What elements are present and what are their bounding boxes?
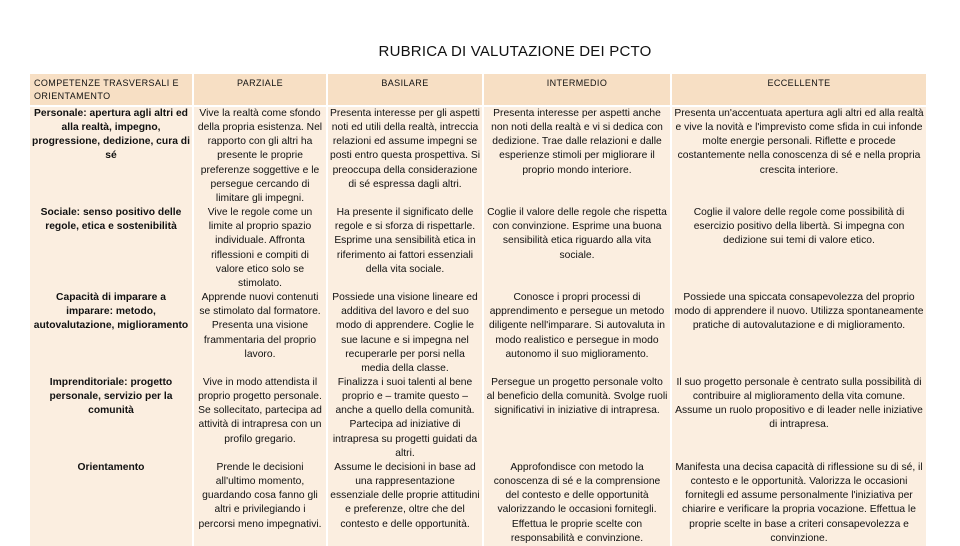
header-row <box>30 74 928 107</box>
rubric-table <box>30 74 928 546</box>
criterion-cell: Orientamento <box>30 461 194 546</box>
table-row <box>30 376 928 461</box>
table-row <box>30 107 928 206</box>
parziale-cell: Vive la realtà come sfondo della propria esistenza. Nel rapporto con gli altri ha presente le proprie preferenze soggettive e le persegue cercando di limitare gli impegni. <box>194 107 328 206</box>
header-criteria: COMPETENZE TRASVERSALI E ORIENTAMENTO <box>30 74 194 107</box>
eccellente-cell: Possiede una spiccata consapevolezza del proprio modo di apprendere il nuovo. Utilizza spontaneamente pratiche di autovalutazione e di miglioramento. <box>672 291 928 376</box>
header-basilare: BASILARE <box>328 74 484 107</box>
basilare-cell: Possiede una visione lineare ed additiva del lavoro e del suo modo di apprendere. Coglie le sue lacune e si impegna nel recuperarle per porsi nella media della classe. <box>328 291 484 376</box>
table-row <box>30 291 928 376</box>
parziale-cell: Vive in modo attendista il proprio progetto personale. Se sollecitato, partecipa ad attività di intrapresa con un profilo gregario. <box>194 376 328 461</box>
table-row <box>30 206 928 291</box>
eccellente-cell: Manifesta una decisa capacità di riflessione su di sé, il contesto e le opportunità. Valorizza le occasioni fornitegli ed assume personalmente l'iniziativa per chiarire e verificare la propria vocazione. Effettua le proprie scelte in base a criteri consapevolezza e convinzione. <box>672 461 928 546</box>
parziale-cell: Prende le decisioni all'ultimo momento, guardando cosa fanno gli altri e privilegiando i percorsi meno impegnativi. <box>194 461 328 546</box>
eccellente-cell: Presenta un'accentuata apertura agli altri ed alla realtà e vive la novità e l'imprevisto come sfida in cui infonde molte energie personali. Riflette e procede costantemente nella conoscenza di sé e nella propria crescita interiore. <box>672 107 928 206</box>
basilare-cell: Ha presente il significato delle regole e si sforza di rispettarle. Esprime una sensibilità etica in riferimento ai fattori essenziali della vita sociale. <box>328 206 484 291</box>
intermedio-cell: Presenta interesse per aspetti anche non noti della realtà e vi si dedica con dedizione. Trae dalle relazioni e dalle esperienze stimoli per migliorare il proprio mondo interiore. <box>484 107 672 206</box>
page-title: RUBRICA DI VALUTAZIONE DEI PCTO <box>378 43 652 60</box>
criterion-cell: Sociale: senso positivo delle regole, etica e sostenibilità <box>30 206 194 291</box>
criterion-cell: Capacità di imparare a imparare: metodo, autovalutazione, miglioramento <box>30 291 194 376</box>
basilare-cell: Presenta interesse per gli aspetti noti ed utili della realtà, intreccia relazioni ed assume impegni se posti entro questa prospettiva. Si preoccupa della considerazione di sé espressa dagli altri. <box>328 107 484 206</box>
criterion-cell: Personale: apertura agli altri ed alla realtà, impegno, progressione, dedizione, cura di sé <box>30 107 194 206</box>
header-intermedio: INTERMEDIO <box>484 74 672 107</box>
basilare-cell: Finalizza i suoi talenti al bene proprio e – tramite questo – anche a quello della comunità. Partecipa ad iniziative di intrapresa su progetti guidati da altri. <box>328 376 484 461</box>
intermedio-cell: Approfondisce con metodo la conoscenza di sé e la comprensione del contesto e delle opportunità valorizzando le occasioni fornitegli. Effettua le proprie scelte con responsabilità e convinzione. <box>484 461 672 546</box>
intermedio-cell: Conosce i propri processi di apprendimento e persegue un metodo diligente nell'imparare. Si autovaluta in modo realistico e persegue in modo autonomo il suo miglioramento. <box>484 291 672 376</box>
parziale-cell: Vive le regole come un limite al proprio spazio individuale. Affronta riflessioni e compiti di valore etico solo se stimolato. <box>194 206 328 291</box>
intermedio-cell: Coglie il valore delle regole che rispetta con convinzione. Esprime una buona sensibilità etica riguardo alla vita sociale. <box>484 206 672 291</box>
basilare-cell: Assume le decisioni in base ad una rappresentazione essenziale delle proprie attitudini e preferenze, oltre che del contesto e delle opportunità. <box>328 461 484 546</box>
parziale-cell: Apprende nuovi contenuti se stimolato dal formatore. Presenta una visione frammentaria del proprio lavoro. <box>194 291 328 376</box>
eccellente-cell: Coglie il valore delle regole come possibilità di esercizio positivo della libertà. Si impegna con dedizione sui temi di valore etico. <box>672 206 928 291</box>
header-eccellente: ECCELLENTE <box>672 74 928 107</box>
table-row <box>30 461 928 546</box>
header-parziale: PARZIALE <box>194 74 328 107</box>
intermedio-cell: Persegue un progetto personale volto al beneficio della comunità. Svolge ruoli significativi in iniziative di intrapresa. <box>484 376 672 461</box>
criterion-cell: Imprenditoriale: progetto personale, servizio per la comunità <box>30 376 194 461</box>
eccellente-cell: Il suo progetto personale è centrato sulla possibilità di contribuire al miglioramento della vita comune. Assume un ruolo propositivo e di leader nelle iniziative di intrapresa. <box>672 376 928 461</box>
